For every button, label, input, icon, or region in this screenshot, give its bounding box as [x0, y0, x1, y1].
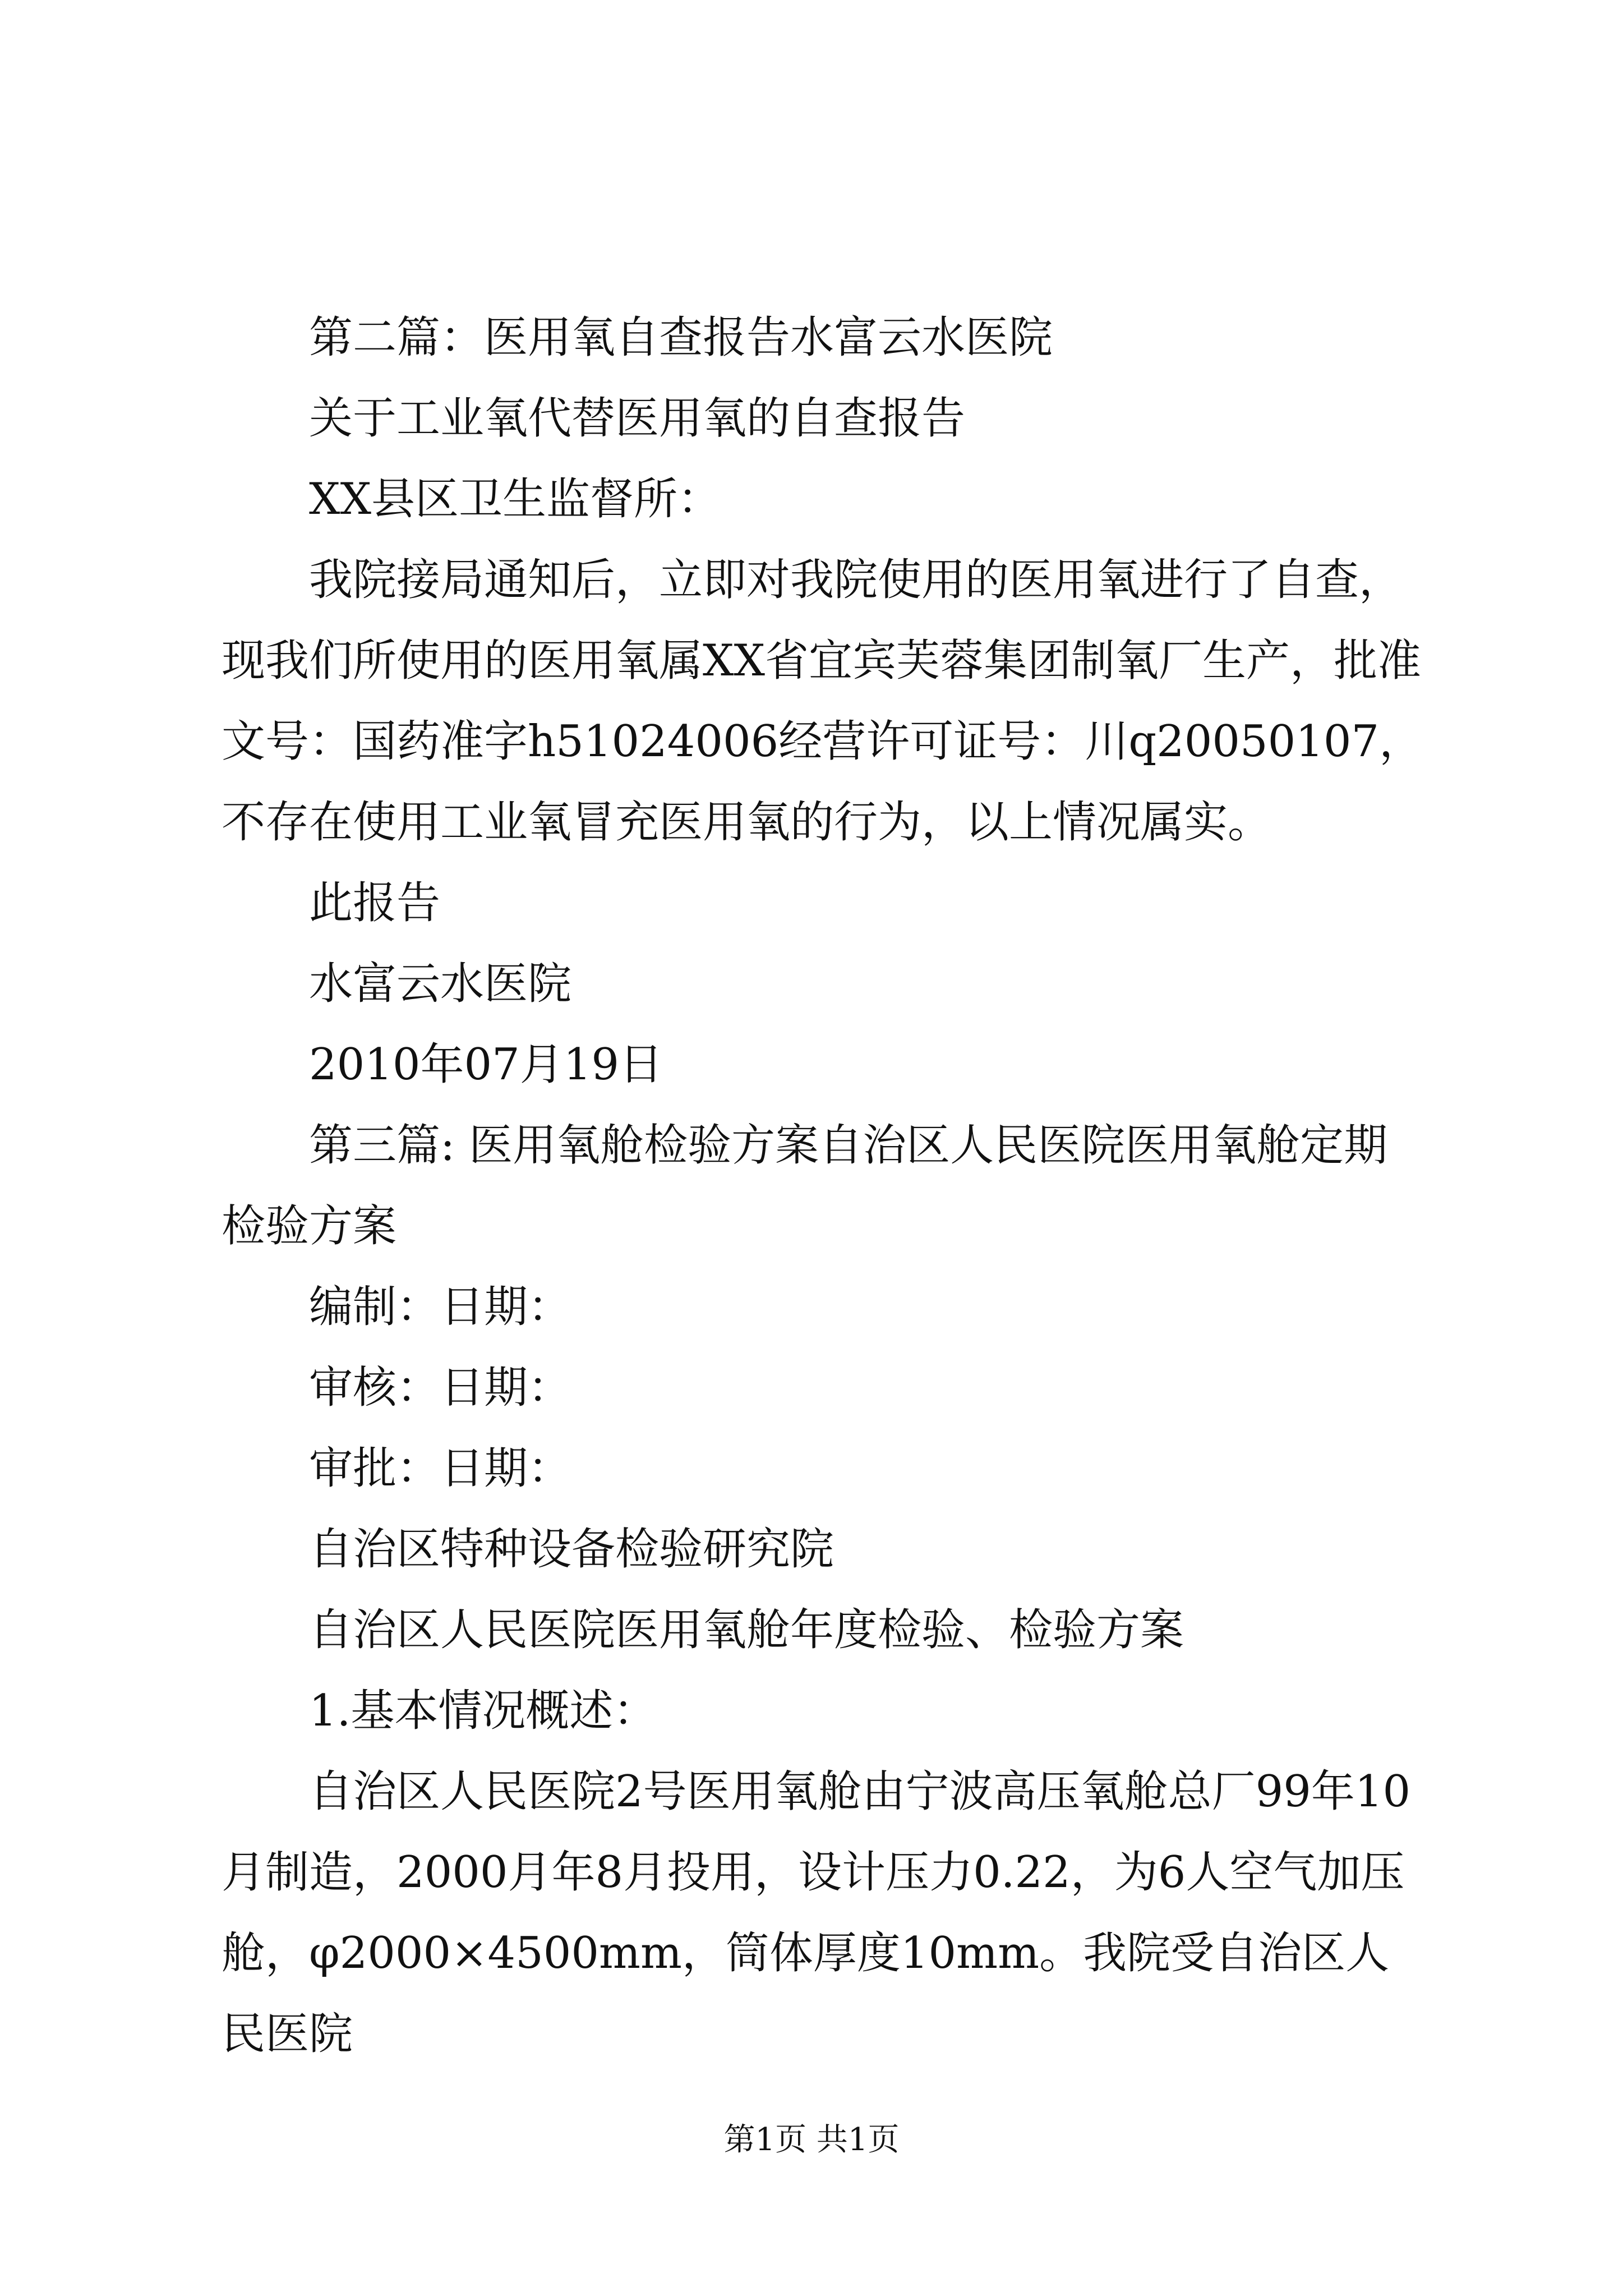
inspection-institute: 自治区特种设备检验研究院: [309, 1524, 834, 1575]
approved-by-line: 审批：日期：: [309, 1443, 572, 1494]
signature-date: 2010年07月19日: [309, 1039, 663, 1090]
reviewed-by-line: 审核：日期：: [309, 1363, 572, 1413]
signature-organization: 水富云水医院: [309, 959, 572, 1009]
page-footer: 第1页 共1页: [723, 2122, 900, 2158]
section-title-part-2: 第二篇：医用氧自查报告水富云水医院: [309, 312, 1053, 363]
addressee: XX县区卫生监督所：: [309, 474, 722, 524]
report-title: 关于工业氧代替医用氧的自查报告: [309, 393, 966, 444]
inspection-plan-title: 自治区人民医院医用氧舱年度检验、检验方案: [309, 1605, 1184, 1655]
report-body: 我院接局通知后，立即对我院使用的医用氧进行了自查，现我们所使用的医用氧属XX省宜宾芙蓉集团制氧厂生产，批准文号：国药准字h51024006经营许可证号：川q20050107，不存在使用工业氧冒充医用氧的行为，以上情况属实。: [222, 555, 1423, 848]
prepared-by-line: 编制：日期：: [309, 1282, 572, 1332]
overview-body: 自治区人民医院2号医用氧舱由宁波高压氧舱总厂99年10月制造，2000月年8月投用，设计压力0.22，为6人空气加压舱，φ2000×4500mm，筒体厚度10mm。我院受自治区人民医院: [222, 1766, 1411, 2059]
document-body: [222, 297, 1427, 2074]
overview-heading: 1.基本情况概述：: [309, 1686, 657, 1736]
report-closing: 此报告: [309, 878, 441, 928]
section-title-part-3: 第三篇: 医用氧舱检验方案自治区人民医院医用氧舱定期检验方案: [222, 1120, 1388, 1251]
